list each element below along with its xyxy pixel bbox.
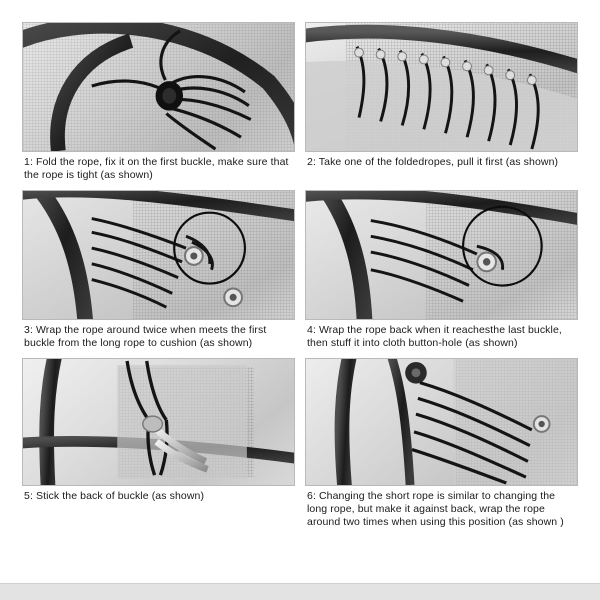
step-card-6 bbox=[305, 358, 578, 529]
step-card-3 bbox=[22, 190, 295, 350]
step-3-caption: 3: Wrap the rope around twice when meets the first buckle from the long rope to cushion (as shown) bbox=[24, 324, 267, 349]
step-6-image bbox=[305, 358, 578, 486]
step-card-5 bbox=[22, 358, 295, 529]
rope-wrap-illustration-3 bbox=[23, 191, 294, 319]
step-card-1 bbox=[22, 22, 295, 182]
short-rope-illustration-6 bbox=[306, 359, 577, 485]
page-bottom-strip bbox=[0, 583, 600, 600]
step-2-caption: 2: Take one of the foldedropes, pull it first (as shown) bbox=[307, 156, 559, 168]
step-card-2 bbox=[305, 22, 578, 182]
fabric-and-rope-illustration-2 bbox=[306, 23, 577, 151]
steps-grid bbox=[22, 22, 578, 529]
step-1-caption: 1: Fold the rope, fix it on the first buckle, make sure that the rope is tight (as shown) bbox=[24, 156, 289, 181]
frame-and-rope-illustration-1 bbox=[23, 23, 294, 151]
step-4-caption: 4: Wrap the rope back when it reachesthe last buckle, then stuff it into cloth button-hole (as shown) bbox=[307, 324, 562, 349]
step-5-caption: 5: Stick the back of buckle (as shown) bbox=[24, 490, 205, 502]
step-5-image bbox=[22, 358, 295, 486]
step-4-image bbox=[305, 190, 578, 320]
step-card-4 bbox=[305, 190, 578, 350]
buckle-back-illustration-5 bbox=[23, 359, 294, 485]
rope-buttonhole-illustration-4 bbox=[306, 191, 577, 319]
step-6-caption: 6: Changing the short rope is similar to changing the long rope, but make it against back, wrap the rope around two times when using this position (as shown ) bbox=[307, 490, 564, 528]
step-3-image bbox=[22, 190, 295, 320]
step-1-image bbox=[22, 22, 295, 152]
step-2-image bbox=[305, 22, 578, 152]
